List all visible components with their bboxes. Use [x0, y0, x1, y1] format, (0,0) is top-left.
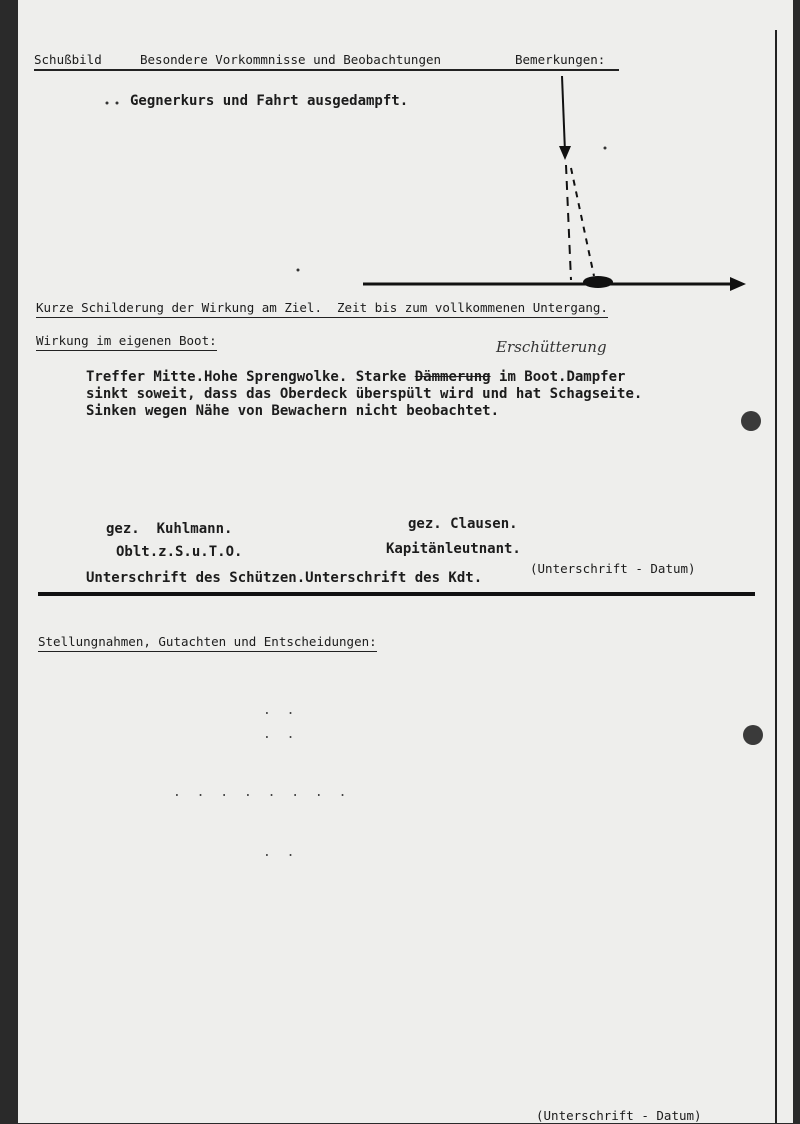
- signature-left-gez: gez. Kuhlmann.: [106, 521, 233, 537]
- dots-4: . .: [263, 845, 299, 860]
- target-course-arrowhead: [730, 277, 746, 291]
- report-line-1-b: im Boot.Dampfer: [490, 369, 626, 385]
- torpedo-track-solid: [562, 76, 565, 152]
- signature-right-gez: gez. Clausen.: [408, 516, 518, 532]
- section-stellungnahmen: Stellungnahmen, Gutachten und Entscheidungen:: [38, 634, 377, 652]
- signature-left-rank: Oblt.z.S.u.T.O.: [116, 544, 243, 560]
- hit-mark: [583, 276, 613, 288]
- signature-caption: Unterschrift des Schützen.Unterschrift des Kdt.: [86, 570, 483, 586]
- section-wirkung-ziel: Kurze Schilderung der Wirkung am Ziel. Zeit bis zum vollkommenen Untergang.: [36, 300, 608, 318]
- shot-diagram: [18, 0, 793, 300]
- report-struck-word: Dämmerung: [414, 369, 491, 385]
- section-divider: [38, 592, 755, 596]
- signature-right-rank: Kapitänleutnant.: [386, 541, 521, 557]
- diagram-dot-4: [116, 102, 119, 105]
- handwritten-correction: Erschütterung: [496, 338, 607, 356]
- header-bemerkungen: Bemerkungen:: [515, 52, 605, 70]
- diagram-dot-3: [106, 102, 109, 105]
- punch-hole-lower: [743, 725, 763, 745]
- report-line-1-a: Treffer Mitte.Hohe Sprengwolke. Starke: [86, 369, 415, 385]
- torpedo-track-dashed-1: [566, 165, 571, 280]
- header-vorkommnisse: Besondere Vorkommnisse und Beobachtungen: [140, 52, 441, 70]
- section-wirkung-boot: Wirkung im eigenen Boot:: [36, 333, 217, 351]
- right-margin-line: [775, 30, 777, 1123]
- report-line-1: [86, 368, 625, 386]
- punch-hole-upper: [741, 411, 761, 431]
- dots-3: . . . . . . . .: [173, 785, 351, 800]
- torpedo-track-dashed-2: [571, 168, 594, 276]
- shot-note: Gegnerkurs und Fahrt ausgedampft.: [130, 93, 409, 109]
- header-schussbild: Schußbild: [34, 52, 102, 70]
- report-line-2: sinkt soweit, dass das Oberdeck überspült wird und hat Schagseite.: [86, 386, 643, 402]
- diagram-dot-2: [297, 269, 300, 272]
- report-line-3: Sinken wegen Nähe von Bewachern nicht beobachtet.: [86, 403, 500, 419]
- diagram-dot: [604, 147, 607, 150]
- torpedo-track-arrowhead: [559, 146, 571, 160]
- dots-1: . .: [263, 703, 299, 718]
- footer-date-caption: (Unterschrift - Datum): [536, 1108, 702, 1123]
- document-page: [18, 0, 793, 1123]
- dots-2: . .: [263, 727, 299, 742]
- signature-date-caption: (Unterschrift - Datum): [530, 561, 696, 576]
